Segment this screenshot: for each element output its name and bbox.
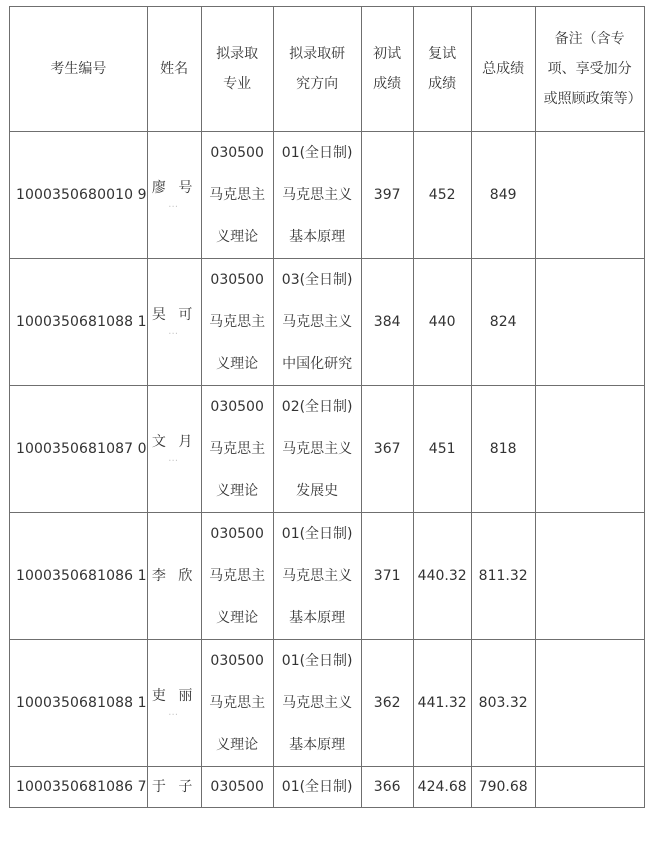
cell-id: 1000350681086 7 [10, 767, 148, 808]
cell-direction-line: 马克思主义 [282, 314, 353, 330]
cell-direction-line: 01(全日制) [281, 779, 353, 795]
cell-total: 818 [471, 386, 535, 513]
name-text: 旲 可 [151, 307, 197, 323]
cell-direction [273, 259, 361, 386]
cell-prelim: 384 [361, 259, 413, 386]
cell-direction-line: 基本原理 [289, 737, 346, 753]
cell-note [535, 259, 644, 386]
cell-major-line: 马克思主 [209, 568, 266, 584]
cell-direction-line: 01(全日制) [281, 145, 353, 161]
cell-prelim: 366 [361, 767, 413, 808]
cell-name [147, 132, 201, 259]
header-note: 备注（含专项、享受加分或照顾政策等） [535, 7, 644, 132]
cell-retest: 440 [413, 259, 471, 386]
cell-prelim: 371 [361, 513, 413, 640]
cell-major-line: 030500 [210, 399, 264, 415]
header-name: 姓名 [147, 7, 201, 132]
cell-id: 1000350681087 0 [10, 386, 148, 513]
cell-total: 811.32 [471, 513, 535, 640]
name-text: 于 子 [151, 779, 197, 795]
cell-prelim: 362 [361, 640, 413, 767]
name-text: 李 欣 [151, 568, 197, 584]
table-row [10, 513, 645, 640]
cell-major-line: 义理论 [216, 483, 259, 499]
cell-direction-line: 基本原理 [289, 610, 346, 626]
table-row [10, 386, 645, 513]
cell-major-line: 马克思主 [209, 314, 266, 330]
cell-major-line: 义理论 [216, 610, 259, 626]
cell-major [201, 386, 273, 513]
cell-major-line: 030500 [210, 779, 264, 795]
cell-major [201, 640, 273, 767]
cell-retest: 424.68 [413, 767, 471, 808]
table-row [10, 259, 645, 386]
cell-direction [273, 513, 361, 640]
table-row [10, 132, 645, 259]
cell-name [147, 386, 201, 513]
cell-id: 1000350680010 9 [10, 132, 148, 259]
header-total: 总成绩 [471, 7, 535, 132]
cell-id: 1000350681088 1 [10, 259, 148, 386]
name-sub: … [168, 326, 181, 337]
table-row [10, 640, 645, 767]
header-retest: 复试成绩 [413, 7, 471, 132]
cell-major-line: 马克思主 [209, 187, 266, 203]
cell-direction-line: 马克思主义 [282, 441, 353, 457]
cell-direction-line: 02(全日制) [281, 399, 353, 415]
cell-total: 803.32 [471, 640, 535, 767]
cell-major-line: 030500 [210, 653, 264, 669]
cell-direction-line: 发展史 [296, 483, 339, 499]
cell-major [201, 132, 273, 259]
cell-direction-line: 基本原理 [289, 229, 346, 245]
cell-name [147, 640, 201, 767]
name-sub: … [168, 453, 181, 464]
cell-direction [273, 132, 361, 259]
cell-note [535, 640, 644, 767]
cell-major [201, 767, 273, 808]
cell-retest: 451 [413, 386, 471, 513]
cell-direction-line: 马克思主义 [282, 568, 353, 584]
cell-major-line: 030500 [210, 272, 264, 288]
cell-direction [273, 640, 361, 767]
cell-prelim: 367 [361, 386, 413, 513]
header-row [10, 7, 645, 132]
cell-total: 790.68 [471, 767, 535, 808]
cell-total: 824 [471, 259, 535, 386]
cell-direction-line: 03(全日制) [281, 272, 353, 288]
cell-direction [273, 386, 361, 513]
cell-direction-line: 01(全日制) [281, 653, 353, 669]
cell-id: 1000350681086 1 [10, 513, 148, 640]
cell-major-line: 马克思主 [209, 695, 266, 711]
cell-note [535, 513, 644, 640]
cell-note [535, 386, 644, 513]
cell-note [535, 767, 644, 808]
cell-direction-line: 中国化研究 [282, 356, 353, 372]
cell-major-line: 义理论 [216, 356, 259, 372]
header-direction: 拟录取研究方向 [273, 7, 361, 132]
cell-direction [273, 767, 361, 808]
cell-retest: 440.32 [413, 513, 471, 640]
cell-direction-line: 马克思主义 [282, 187, 353, 203]
cell-total: 849 [471, 132, 535, 259]
table-row [10, 767, 645, 808]
cell-major [201, 513, 273, 640]
cell-direction-line: 01(全日制) [281, 526, 353, 542]
cell-name [147, 767, 201, 808]
cell-note [535, 132, 644, 259]
name-text: 廖 号 [151, 180, 197, 196]
cell-major-line: 义理论 [216, 737, 259, 753]
cell-retest: 452 [413, 132, 471, 259]
cell-direction-line: 马克思主义 [282, 695, 353, 711]
cell-retest: 441.32 [413, 640, 471, 767]
header-id: 考生编号 [10, 7, 148, 132]
cell-id: 1000350681088 1 [10, 640, 148, 767]
admission-table [9, 6, 645, 808]
cell-major-line: 030500 [210, 145, 264, 161]
name-text: 吏 丽 [151, 688, 197, 704]
name-text: 文 月 [151, 434, 197, 450]
name-sub: … [168, 707, 181, 718]
header-major: 拟录取专业 [201, 7, 273, 132]
cell-name [147, 513, 201, 640]
name-sub: … [168, 199, 181, 210]
cell-major-line: 030500 [210, 526, 264, 542]
cell-name [147, 259, 201, 386]
cell-prelim: 397 [361, 132, 413, 259]
header-prelim: 初试成绩 [361, 7, 413, 132]
cell-major [201, 259, 273, 386]
cell-major-line: 义理论 [216, 229, 259, 245]
cell-major-line: 马克思主 [209, 441, 266, 457]
